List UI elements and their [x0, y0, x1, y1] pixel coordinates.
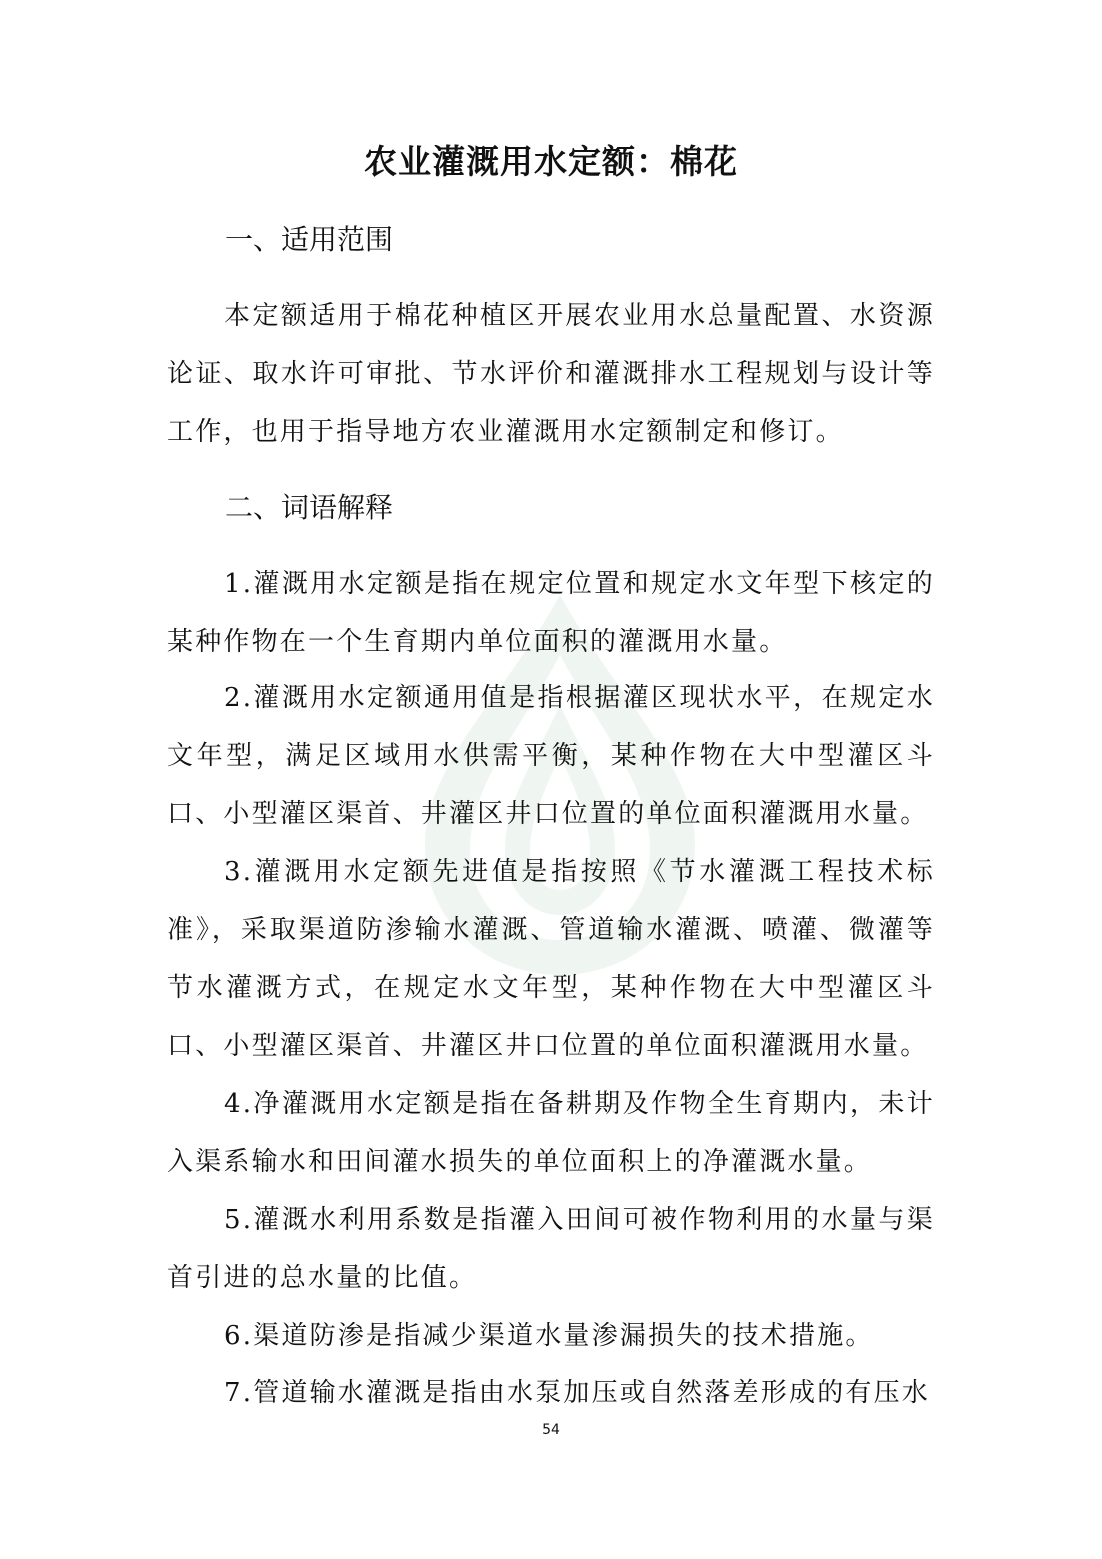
paragraph-definition-1: 1.灌溉用水定额是指在规定位置和规定水文年型下核定的某种作物在一个生育期内单位面积的灌溉用水量。 — [167, 569, 935, 657]
paragraph-definition-6: 6.渠道防渗是指减少渠道水量渗漏损失的技术措施。 — [224, 1321, 874, 1351]
paragraph-definition-5: 5.灌溉水利用系数是指灌入田间可被作物利用的水量与渠首引进的总水量的比值。 — [167, 1205, 935, 1293]
paragraph-definition-4: 4.净灌溉用水定额是指在备耕期及作物全生育期内，未计入渠系输水和田间灌水损失的单位面积上的净灌溉水量。 — [167, 1089, 935, 1177]
section-heading-definitions: 二、词语解释 — [225, 491, 394, 524]
document-title: 农业灌溉用水定额：棉花 — [364, 142, 738, 181]
paragraph-definition-7: 7.管道输水灌溉是指由水泵加压或自然落差形成的有压水 — [224, 1378, 931, 1408]
paragraph-scope: 本定额适用于棉花种植区开展农业用水总量配置、水资源论证、取水许可审批、节水评价和灌溉排水工程规划与设计等工作，也用于指导地方农业灌溉用水定额制定和修订。 — [167, 301, 935, 447]
paragraph-definition-3: 3.灌溉用水定额先进值是指按照《节水灌溉工程技术标准》，采取渠道防渗输水灌溉、管道输水灌溉、喷灌、微灌等节水灌溉方式，在规定水文年型，某种作物在大中型灌区斗口、小型灌区渠首、井灌区井口位置的单位面积灌溉用水量。 — [167, 857, 935, 1061]
page-number: 54 — [542, 1422, 560, 1438]
paragraph-definition-2: 2.灌溉用水定额通用值是指根据灌区现状水平，在规定水文年型，满足区域用水供需平衡，某种作物在大中型灌区斗口、小型灌区渠首、井灌区井口位置的单位面积灌溉用水量。 — [167, 683, 935, 829]
section-heading-scope: 一、适用范围 — [225, 223, 394, 256]
